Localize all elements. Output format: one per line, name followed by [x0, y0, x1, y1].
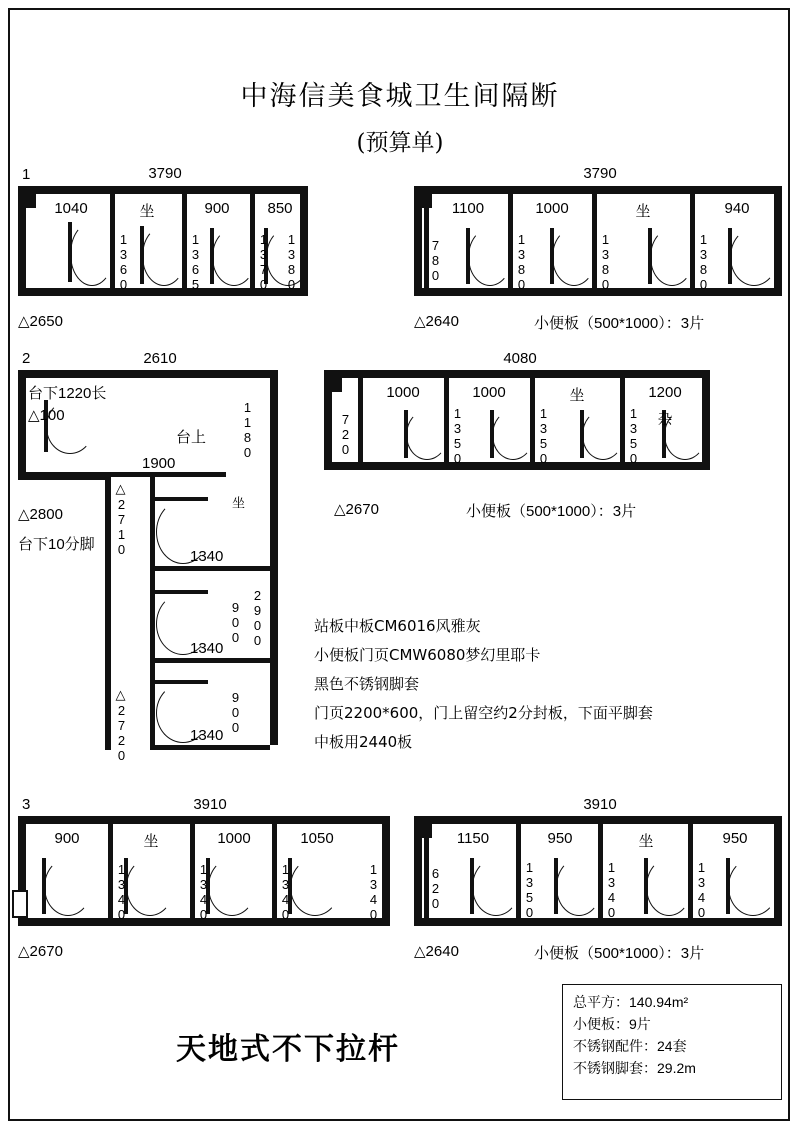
note-4: 中板用2440板	[314, 733, 413, 751]
corner-marker	[324, 370, 342, 392]
g3b-depth-1: 1350	[522, 860, 537, 920]
group-2-top-dim: 2610	[143, 350, 177, 367]
page-subtitle: (预算单)	[356, 130, 444, 156]
g3-width-2: 1000	[217, 830, 251, 847]
g2-extra: 台下10分脚	[18, 536, 95, 553]
g3b-area: △2640	[414, 943, 459, 960]
g1-width-1: 坐	[139, 203, 155, 220]
g2-dim-1900: 1900	[142, 455, 176, 472]
g3-depth-0: 1340	[114, 862, 129, 922]
g2-dim-1340-a: 1340	[190, 548, 224, 565]
group-3-index: 3	[22, 796, 31, 813]
group-2b-top-dim: 4080	[503, 350, 537, 367]
g2-label-counter-top: 台上	[176, 429, 207, 446]
g3b-width-2: 坐	[638, 833, 654, 850]
corner-marker	[18, 186, 36, 208]
g1-width-2: 900	[204, 200, 230, 217]
g1-depth-2: 1370	[256, 232, 271, 292]
g3-area: △2670	[18, 943, 63, 960]
g1-depth-1: 1365	[188, 232, 203, 292]
g3-depth-1: 1340	[196, 862, 211, 922]
note-2: 黑色不锈钢脚套	[314, 675, 420, 693]
g2b-width-1: 1000	[472, 384, 506, 401]
g2b-area: △2670	[334, 501, 379, 518]
group-1-index: 1	[22, 166, 31, 183]
group-3-top-dim: 3910	[193, 796, 227, 813]
g3b-width-0: 1150	[456, 830, 490, 847]
g3b-depth-3: 1340	[694, 860, 709, 920]
group-1-top-dim: 3790	[148, 165, 182, 182]
g1b-depth-2: 1380	[598, 232, 613, 292]
group-1b-top-dim: 3790	[583, 165, 617, 182]
g1b-urinal-note: 小便板（500*1000）：3片	[534, 315, 705, 332]
g2b-depth-2: 1350	[536, 406, 551, 466]
summary-box	[562, 984, 782, 1100]
g2b-extra-width-0: 杂	[657, 411, 673, 428]
g1b-depth-1: 1380	[514, 232, 529, 292]
g1-area: △2650	[18, 313, 63, 330]
g1b-width-2: 坐	[635, 203, 651, 220]
g1b-width-3: 940	[724, 200, 750, 217]
g3b-urinal-note: 小便板（500*1000）：3片	[534, 945, 705, 962]
g2-dim-1340-c: 1340	[190, 727, 224, 744]
g2-label-tri100: △100	[28, 407, 65, 424]
corner-marker	[414, 816, 432, 838]
headline-text: 天地式不下拉杆	[176, 1032, 400, 1067]
g2-dim-1180: 1180	[240, 400, 255, 460]
g1-width-0: 1040	[54, 200, 88, 217]
g2b-width-0: 1000	[386, 384, 420, 401]
g2b-depth-0: 720	[338, 412, 353, 457]
g3-width-0: 900	[54, 830, 80, 847]
g3-width-1: 坐	[143, 833, 159, 850]
page-title: 中海信美食城卫生间隔断	[240, 81, 560, 112]
corner-marker	[414, 186, 432, 208]
g1-depth-3: 1380	[284, 232, 299, 292]
g2-dim-2900: 2900	[250, 588, 265, 648]
g2-dim-1340-b: 1340	[190, 640, 224, 657]
g1b-area: △2640	[414, 313, 459, 330]
g2b-width-3: 1200	[648, 384, 682, 401]
g1b-depth-0: 780	[428, 238, 443, 283]
g3b-depth-0: 620	[428, 866, 443, 911]
g1b-width-0: 1100	[451, 200, 485, 217]
g1-width-3: 850	[267, 200, 293, 217]
summary-total-area: 总平方：140.94m²	[573, 994, 689, 1010]
group-2-index: 2	[22, 350, 31, 367]
notes-block	[314, 612, 653, 757]
summary-foot-cover: 不锈钢脚套：29.2m	[573, 1060, 696, 1076]
g2-dim-2720: △2720	[114, 688, 129, 763]
summary-urinal-count: 小便板：9片	[573, 1016, 651, 1032]
g2-dim-900-b: 900	[228, 690, 243, 735]
g2b-urinal-note: 小便板（500*1000）：3片	[466, 503, 637, 520]
g3b-width-3: 950	[722, 830, 748, 847]
g2b-depth-3: 1350	[626, 406, 641, 466]
note-1: 小便板门页CMW6080梦幻里耶卡	[314, 646, 541, 664]
g1b-width-1: 1000	[535, 200, 569, 217]
g2-area: △2800	[18, 506, 63, 523]
summary-hardware: 不锈钢配件：24套	[573, 1038, 687, 1054]
g1b-depth-3: 1380	[696, 232, 711, 292]
g2b-depth-1: 1350	[450, 406, 465, 466]
group-3b-top-dim: 3910	[583, 796, 617, 813]
g2b-width-2: 坐	[569, 387, 585, 404]
g2-label-counter-under: 台下1220长	[28, 385, 107, 402]
g3b-width-1: 950	[547, 830, 573, 847]
g1-depth-0: 1360	[116, 232, 131, 292]
g2-dim-2710: △2710	[114, 482, 129, 557]
g3b-depth-2: 1340	[604, 860, 619, 920]
note-3: 门页2200*600，门上留空约2分封板，下面平脚套	[314, 704, 653, 722]
g2-label-seat: 坐	[230, 496, 245, 509]
g3-depth-3: 1340	[366, 862, 381, 922]
note-0: 站板中板CM6016风雅灰	[314, 617, 481, 635]
g2-dim-900-a: 900	[228, 600, 243, 645]
g3-depth-2: 1340	[278, 862, 293, 922]
side-marker	[12, 890, 28, 918]
g3-width-3: 1050	[300, 830, 334, 847]
